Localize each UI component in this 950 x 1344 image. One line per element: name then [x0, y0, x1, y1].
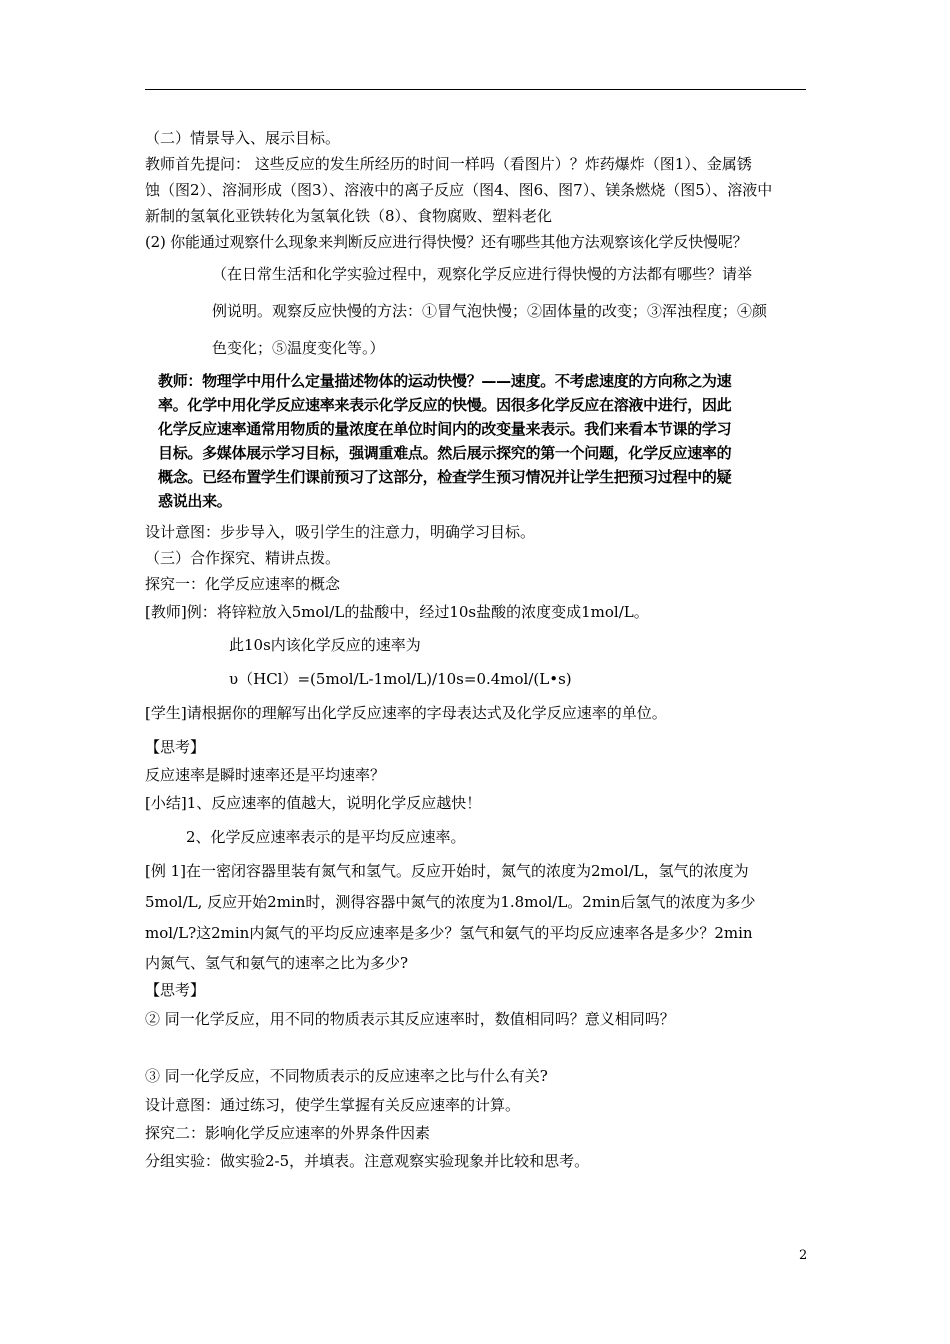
design-intent-2: 设计意图：通过练习，使学生掌握有关反应速率的计算。 — [145, 1096, 521, 1114]
think-question-3: ③ 同一化学反应，不同物质表示的反应速率之比与什么有关? — [145, 1067, 548, 1085]
explore1-title: 探究一：化学反应速率的概念 — [145, 575, 341, 593]
teacher-line: 概念。已经布置学生们课前预习了这部分，检查学生预习情况并让学生把预习过程中的疑 — [158, 468, 732, 486]
header-rule — [145, 89, 806, 90]
note-line: （在日常生活和化学实验过程中，观察化学反应进行得快慢的方法都有哪些？请举 — [212, 265, 753, 283]
rate-intro: 此10s内该化学反应的速率为 — [229, 636, 421, 654]
question2: (2) 你能通过观察什么现象来判断反应进行得快慢？还有哪些其他方法观察该化学反快慢呢？ — [145, 233, 748, 251]
think-question-2: ② 同一化学反应，用不同的物质表示其反应速率时，数值相同吗？意义相同吗？ — [145, 1010, 675, 1028]
example1-line: 5mol/L, 反应开始2min时，测得容器中氮气的浓度为1.8mol/L。2min后氢气的浓度为多少 — [145, 893, 756, 911]
think-question-1: 反应速率是瞬时速率还是平均速率？ — [145, 766, 386, 784]
rate-formula: υ（HCl）=(5mol/L-1mol/L)/10s=0.4mol/(L•s) — [229, 670, 572, 688]
note-line: 色变化；⑤温度变化等。） — [212, 339, 385, 357]
section2-block — [145, 125, 815, 255]
summary-2: 2、化学反应速率表示的是平均反应速率。 — [186, 828, 466, 846]
teacher-bold-paragraph — [158, 369, 783, 513]
think-heading-1: 【思考】 — [145, 738, 206, 756]
example1-line: mol/L?这2min内氮气的平均反应速率是多少？氢气和氨气的平均反应速率各是多少？2min — [145, 924, 753, 942]
example1-line: 内氮气、氢气和氨气的速率之比为多少? — [145, 954, 409, 972]
question1-line: 蚀（图2）、溶洞形成（图3）、溶液中的离子反应（图4、图6、图7）、镁条燃烧（图5）、溶液中 — [145, 181, 773, 199]
note-line: 例说明。观察反应快慢的方法：①冒气泡快慢；②固体量的改变；③浑浊程度；④颜 — [212, 302, 768, 320]
design-intent-1: 设计意图：步步导入，吸引学生的注意力，明确学习目标。 — [145, 523, 536, 541]
example1-line: [例 1]在一密闭容器里装有氮气和氢气。反应开始时，氮气的浓度为2mol/L，氢气的浓度为 — [145, 862, 749, 880]
explore2-title: 探究二：影响化学反应速率的外界条件因素 — [145, 1124, 431, 1142]
section3-heading: （三）合作探究、精讲点拨。 — [145, 549, 341, 567]
teacher-line: 化学反应速率通常用物质的量浓度在单位时间内的改变量来表示。我们来看本节课的学习 — [158, 420, 732, 438]
question1-line: 教师首先提问： 这些反应的发生所经历的时间一样吗（看图片）？炸药爆炸（图1）、金属锈 — [145, 155, 752, 173]
teacher-line: 目标。多媒体展示学习目标，强调重难点。然后展示探究的第一个问题，化学反应速率的 — [158, 444, 732, 462]
teacher-line: 率。化学中用化学反应速率来表示化学反应的快慢。因很多化学反应在溶液中进行，因此 — [158, 396, 732, 414]
question1-line: 新制的氢氧化亚铁转化为氢氧化铁（8）、食物腐败、塑料老化 — [145, 207, 553, 225]
think-heading-2: 【思考】 — [145, 981, 206, 999]
group-experiment: 分组实验：做实验2-5，并填表。注意观察实验现象并比较和思考。 — [145, 1152, 590, 1170]
section2-heading: （二）情景导入、展示目标。 — [145, 129, 341, 147]
page-number: 2 — [799, 1248, 808, 1263]
teacher-line: 惑说出来。 — [158, 492, 232, 510]
student-task: [学生]请根据你的理解写出化学反应速率的字母表达式及化学反应速率的单位。 — [145, 704, 667, 722]
teacher-example: [教师]例：将锌粒放入5mol/L的盐酸中，经过10s盐酸的浓度变成1mol/L。 — [145, 603, 649, 621]
teacher-line: 教师：物理学中用什么定量描述物体的运动快慢？——速度。不考虑速度的方向称之为速 — [158, 372, 732, 390]
observation-note — [212, 256, 812, 367]
summary-1: [小结]1、反应速率的值越大，说明化学反应越快！ — [145, 794, 482, 812]
